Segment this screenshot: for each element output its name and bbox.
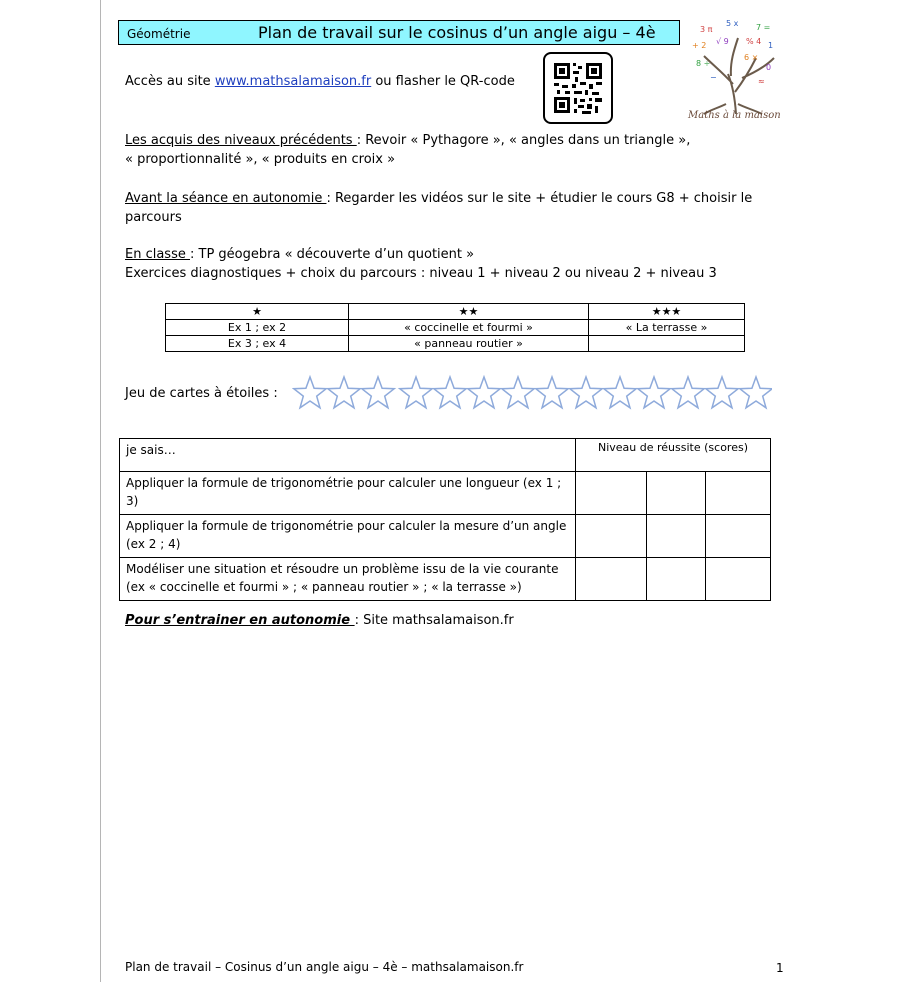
access-suffix: ou flasher le QR-code [371, 74, 515, 89]
before-text: : Regarder les vidéos sur le site + étudier le cours G8 + choisir le [326, 191, 753, 206]
table-row [166, 304, 745, 320]
score-cell[interactable] [647, 472, 706, 515]
star-cards [292, 373, 772, 415]
skills-header-left: je sais… [120, 439, 576, 472]
star-card-icon [740, 377, 772, 408]
score-cell[interactable] [576, 515, 647, 558]
table-cell: Ex 3 ; ex 4 [166, 336, 349, 352]
star-card-icon [672, 377, 704, 408]
svg-text:5 x: 5 x [726, 19, 739, 28]
training-text: : Site mathsalamaison.fr [354, 613, 514, 628]
score-cell[interactable] [576, 472, 647, 515]
level-2-header: ★★ [349, 304, 589, 320]
score-cell[interactable] [647, 558, 706, 601]
score-cell[interactable] [706, 558, 771, 601]
inclass-label: En classe [125, 247, 190, 262]
score-cell[interactable] [706, 515, 771, 558]
star-card-icon [604, 377, 636, 408]
svg-text:+ 2: + 2 [692, 41, 707, 50]
prerequisites-label: Les acquis des niveaux précédents [125, 133, 357, 148]
svg-text:≈: ≈ [758, 77, 765, 86]
qr-code[interactable] [543, 52, 613, 124]
star-card-icon [638, 377, 670, 408]
access-line [125, 72, 515, 91]
svg-text:% 4: % 4 [746, 37, 762, 46]
table-row [120, 439, 771, 472]
skill-3: Modéliser une situation et résoudre un problème issu de la vie courante (ex « coccinelle et fourmi » ; « panneau routier » ; « la terrasse ») [120, 558, 576, 601]
footer-text: Plan de travail – Cosinus d’un angle aigu – 4è – mathsalamaison.fr [125, 960, 524, 974]
star-card-icon [362, 377, 394, 408]
before-label: Avant la séance en autonomie [125, 191, 327, 206]
table-cell: « coccinelle et fourmi » [349, 320, 589, 336]
page-number: 1 [776, 961, 784, 975]
logo [686, 14, 788, 130]
training-line [125, 611, 514, 630]
levels-table [165, 303, 745, 352]
star-card-icon [706, 377, 738, 408]
table-cell [589, 336, 745, 352]
star-card-icon [570, 377, 602, 408]
before-line1 [125, 189, 752, 208]
table-row [166, 336, 745, 352]
svg-text:−: − [710, 73, 717, 82]
inclass-line2: Exercices diagnostiques + choix du parcours : niveau 1 + niveau 2 ou niveau 2 + niveau 3 [125, 266, 717, 281]
star-card-icon [468, 377, 500, 408]
inclass-line1 [125, 245, 474, 264]
score-cell[interactable] [647, 515, 706, 558]
subject-label: Géométrie [127, 27, 191, 41]
score-cell[interactable] [576, 558, 647, 601]
skills-header-right: Niveau de réussite (scores) [576, 439, 771, 472]
page-title: Plan de travail sur le cosinus d’un angle aigu – 4è [258, 23, 656, 42]
svg-text:3 π: 3 π [700, 25, 713, 34]
prerequisites-line2: « proportionnalité », « produits en croix » [125, 152, 396, 167]
cards-label: Jeu de cartes à étoiles : [125, 386, 278, 401]
table-cell: Ex 1 ; ex 2 [166, 320, 349, 336]
table-row [166, 320, 745, 336]
table-row [120, 515, 771, 558]
skill-2: Appliquer la formule de trigonométrie pour calculer la mesure d’un angle (ex 2 ; 4) [120, 515, 576, 558]
site-link[interactable]: www.mathsalamaison.fr [214, 74, 372, 89]
svg-text:6 ×: 6 × [744, 53, 759, 62]
inclass-text: : TP géogebra « découverte d’un quotient » [190, 247, 475, 262]
prerequisites-line1 [125, 131, 690, 150]
table-cell: « panneau routier » [349, 336, 589, 352]
star-card-icon [328, 377, 360, 408]
star-card-icon [294, 377, 326, 408]
access-prefix: Accès au site [125, 74, 215, 89]
skills-table [119, 438, 771, 601]
star-card-icon [502, 377, 534, 408]
svg-text:7 =: 7 = [756, 23, 771, 32]
svg-text:8 ÷: 8 ÷ [696, 59, 711, 68]
score-cell[interactable] [706, 472, 771, 515]
logo-text: Maths à la maison [688, 110, 781, 121]
svg-text:1: 1 [768, 41, 774, 50]
svg-text:√ 9: √ 9 [716, 37, 729, 46]
star-card-icon [536, 377, 568, 408]
svg-text:0: 0 [766, 63, 772, 72]
qr-code-icon [545, 54, 611, 122]
level-1-header: ★ [166, 304, 349, 320]
training-label: Pour s’entrainer en autonomie [125, 613, 355, 628]
prerequisites-text: : Revoir « Pythagore », « angles dans un triangle », [356, 133, 691, 148]
table-cell: « La terrasse » [589, 320, 745, 336]
table-row [120, 558, 771, 601]
star-card-icon [434, 377, 466, 408]
page-margin-line [100, 0, 101, 982]
before-line2: parcours [125, 210, 182, 225]
star-card-icon [400, 377, 432, 408]
level-3-header: ★★★ [589, 304, 745, 320]
skill-1: Appliquer la formule de trigonométrie pour calculer une longueur (ex 1 ; 3) [120, 472, 576, 515]
table-row [120, 472, 771, 515]
